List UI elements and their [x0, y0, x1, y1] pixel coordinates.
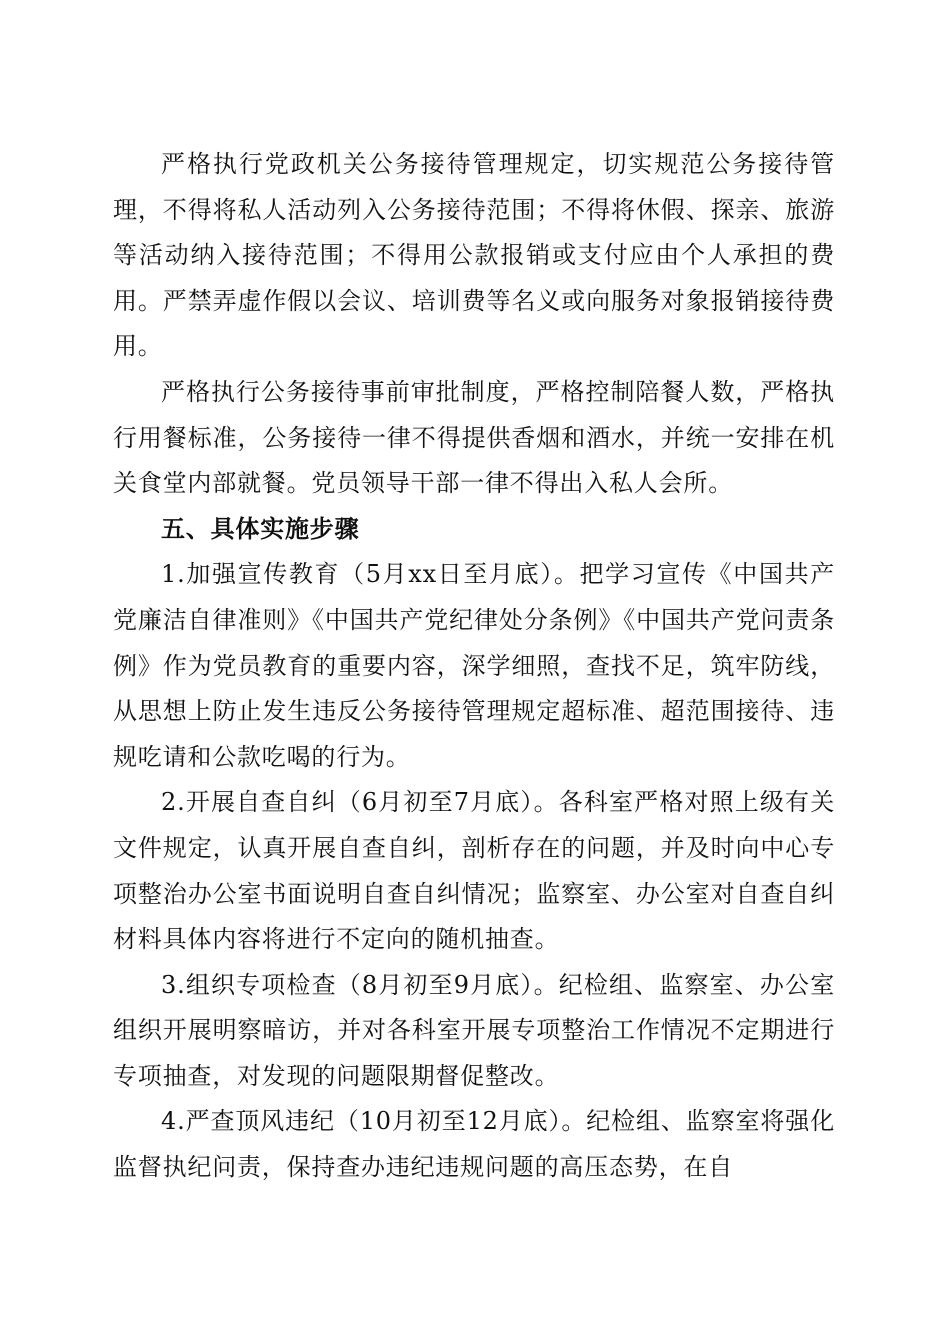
step-3-paragraph: 3.组织专项检查（8月初至9月底）。纪检组、监察室、办公室组织开展明察暗访，并对各科室开展专项整治工作情况不定期进行专项抽查，对发现的问题限期督促整改。: [113, 970, 835, 1090]
paragraph-approval-system: 严格执行公务接待事前审批制度，严格控制陪餐人数，严格执行用餐标准，公务接待一律不得提供香烟和酒水，并统一安排在机关食堂内部就餐。党员领导干部一律不得出入私人会所。: [113, 377, 835, 498]
step-1-paragraph: 1.加强宣传教育（5月xx日至月底）。把学习宣传《中国共产党廉洁自律准则》《中国共产党纪律处分条例》《中国共产党问责条例》作为党员教育的重要内容，深学细照，查找不足，筑牢防线，从思想上防止发生违反公务接待管理规定超标准、超范围接待、违规吃请和公款吃喝的行为。: [113, 560, 835, 771]
step-4-paragraph: 4.严查顶风违纪（10月初至12月底）。纪检组、监察室将强化监督执纪问责，保持查办违纪违规问题的高压态势，在自: [113, 1107, 835, 1182]
step-2-paragraph: 2.开展自查自纠（6月初至7月底）。各科室严格对照上级有关文件规定，认真开展自查自纠，剖析存在的问题，并及时向中心专项整治办公室书面说明自查自纠情况；监察室、办公室对自查自纠材料具体内容将进行不定向的随机抽查。: [113, 788, 835, 954]
paragraph-reception-rules: 严格执行党政机关公务接待管理规定，切实规范公务接待管理，不得将私人活动列入公务接待范围；不得将休假、探亲、旅游等活动纳入接待范围；不得用公款报销或支付应由个人承担的费用。严禁弄虚作假以会议、培训费等名义或向服务对象报销接待费用。: [113, 150, 835, 361]
document-body: [113, 142, 835, 1191]
section-heading: 五、具体实施步骤: [161, 514, 360, 543]
